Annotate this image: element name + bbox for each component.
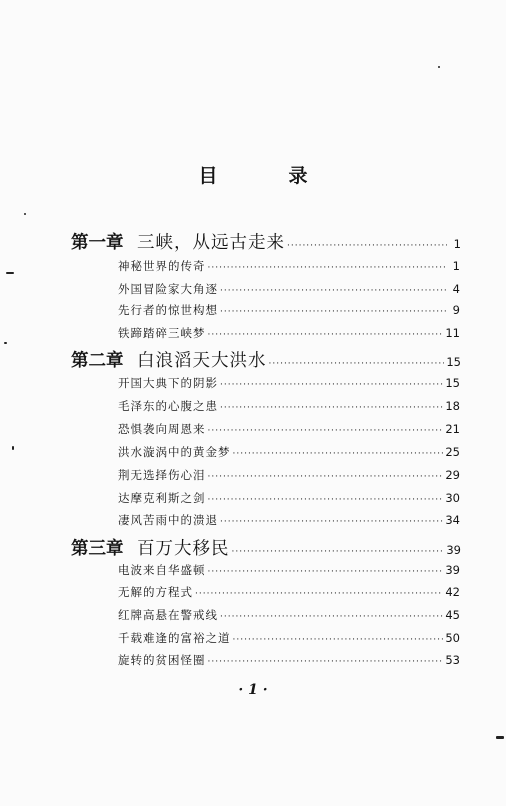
chapter-page-number: 15 [446, 355, 461, 369]
toc-entry[interactable] [118, 630, 460, 648]
toc-entry[interactable] [118, 325, 460, 343]
entry-page-number: 4 [452, 282, 460, 296]
dot-leader [269, 360, 445, 369]
page-title: 目 录 [198, 165, 334, 187]
entry-title: 荆无选择伤心泪 [118, 468, 206, 482]
entry-page-number: 21 [445, 422, 460, 436]
dot-leader [232, 548, 445, 557]
entry-title: 开国大典下的阴影 [118, 376, 218, 390]
entry-title: 洪水漩涡中的黄金梦 [118, 445, 231, 459]
entry-title: 达摩克利斯之剑 [118, 491, 206, 505]
scan-speck [4, 342, 7, 344]
entry-page-number: 42 [445, 585, 460, 599]
entry-page-number: 18 [445, 399, 460, 413]
chapter-heading[interactable] [71, 535, 461, 561]
dot-leader [287, 242, 447, 251]
entry-title: 先行者的惊世构想 [118, 303, 218, 317]
page-folio: · 1 · [238, 682, 268, 698]
toc-entry[interactable] [118, 444, 460, 462]
scan-speck [6, 272, 14, 274]
entry-title: 恐惧袭向周恩来 [118, 422, 206, 436]
toc-entry[interactable] [118, 302, 460, 320]
entry-page-number: 1 [452, 259, 460, 273]
dot-leader [208, 658, 444, 667]
scan-speck [24, 213, 26, 215]
dot-leader [208, 264, 447, 273]
entry-title: 神秘世界的传奇 [118, 259, 206, 273]
entry-page-number: 25 [445, 445, 460, 459]
entry-title: 铁蹄踏碎三峡梦 [118, 326, 206, 340]
chapter-title: 三峡，从远古走来 [137, 233, 285, 253]
dot-leader [220, 404, 443, 413]
toc-entry[interactable] [118, 375, 460, 393]
entry-title: 电波来自华盛顿 [118, 563, 206, 577]
toc-entry[interactable] [118, 398, 460, 416]
dot-leader [208, 331, 444, 340]
entry-page-number: 53 [445, 653, 460, 667]
toc-entry[interactable] [118, 562, 460, 580]
toc-entry[interactable] [118, 584, 460, 602]
entry-page-number: 9 [452, 303, 460, 317]
entry-title: 外国冒险家大角逐 [118, 282, 218, 296]
entry-title: 红牌高悬在警戒线 [118, 608, 218, 622]
chapter-label: 第一章 [71, 233, 124, 253]
chapter-heading[interactable] [71, 347, 461, 373]
dot-leader [220, 381, 443, 390]
dot-leader [220, 308, 446, 317]
entry-page-number: 29 [445, 468, 460, 482]
toc-entry[interactable] [118, 258, 460, 276]
dot-leader [220, 518, 443, 527]
dot-leader [208, 473, 444, 482]
toc-entry[interactable] [118, 490, 460, 508]
entry-title: 毛泽东的心腹之患 [118, 399, 218, 413]
toc-entry[interactable] [118, 281, 460, 299]
toc-entry[interactable] [118, 512, 460, 530]
entry-title: 旋转的贫困怪圈 [118, 653, 206, 667]
chapter-page-number: 39 [446, 543, 461, 557]
entry-page-number: 15 [445, 376, 460, 390]
scan-speck [12, 446, 14, 450]
dot-leader [208, 427, 444, 436]
chapter-label: 第二章 [71, 351, 124, 371]
entry-title: 无解的方程式 [118, 585, 193, 599]
chapter-label: 第三章 [71, 539, 124, 559]
dot-leader [220, 287, 446, 296]
entry-page-number: 39 [445, 563, 460, 577]
toc-entry[interactable] [118, 652, 460, 670]
scan-speck [438, 66, 440, 68]
entry-page-number: 34 [445, 513, 460, 527]
dot-leader [220, 613, 443, 622]
toc-entry[interactable] [118, 421, 460, 439]
chapter-title: 百万大移民 [137, 539, 230, 559]
dot-leader [208, 568, 444, 577]
dot-leader [233, 450, 444, 459]
dot-leader [195, 590, 443, 599]
entry-title: 千载难逢的富裕之道 [118, 631, 231, 645]
chapter-heading[interactable] [71, 229, 461, 255]
entry-title: 凄风苦雨中的溃退 [118, 513, 218, 527]
dot-leader [233, 636, 444, 645]
entry-page-number: 45 [445, 608, 460, 622]
chapter-title: 白浪滔天大洪水 [137, 351, 267, 371]
toc-entry[interactable] [118, 607, 460, 625]
entry-page-number: 11 [445, 326, 460, 340]
dot-leader [208, 496, 444, 505]
chapter-page-number: 1 [453, 237, 461, 251]
entry-page-number: 30 [445, 491, 460, 505]
toc-entry[interactable] [118, 467, 460, 485]
entry-page-number: 50 [445, 631, 460, 645]
scan-speck [496, 736, 504, 739]
